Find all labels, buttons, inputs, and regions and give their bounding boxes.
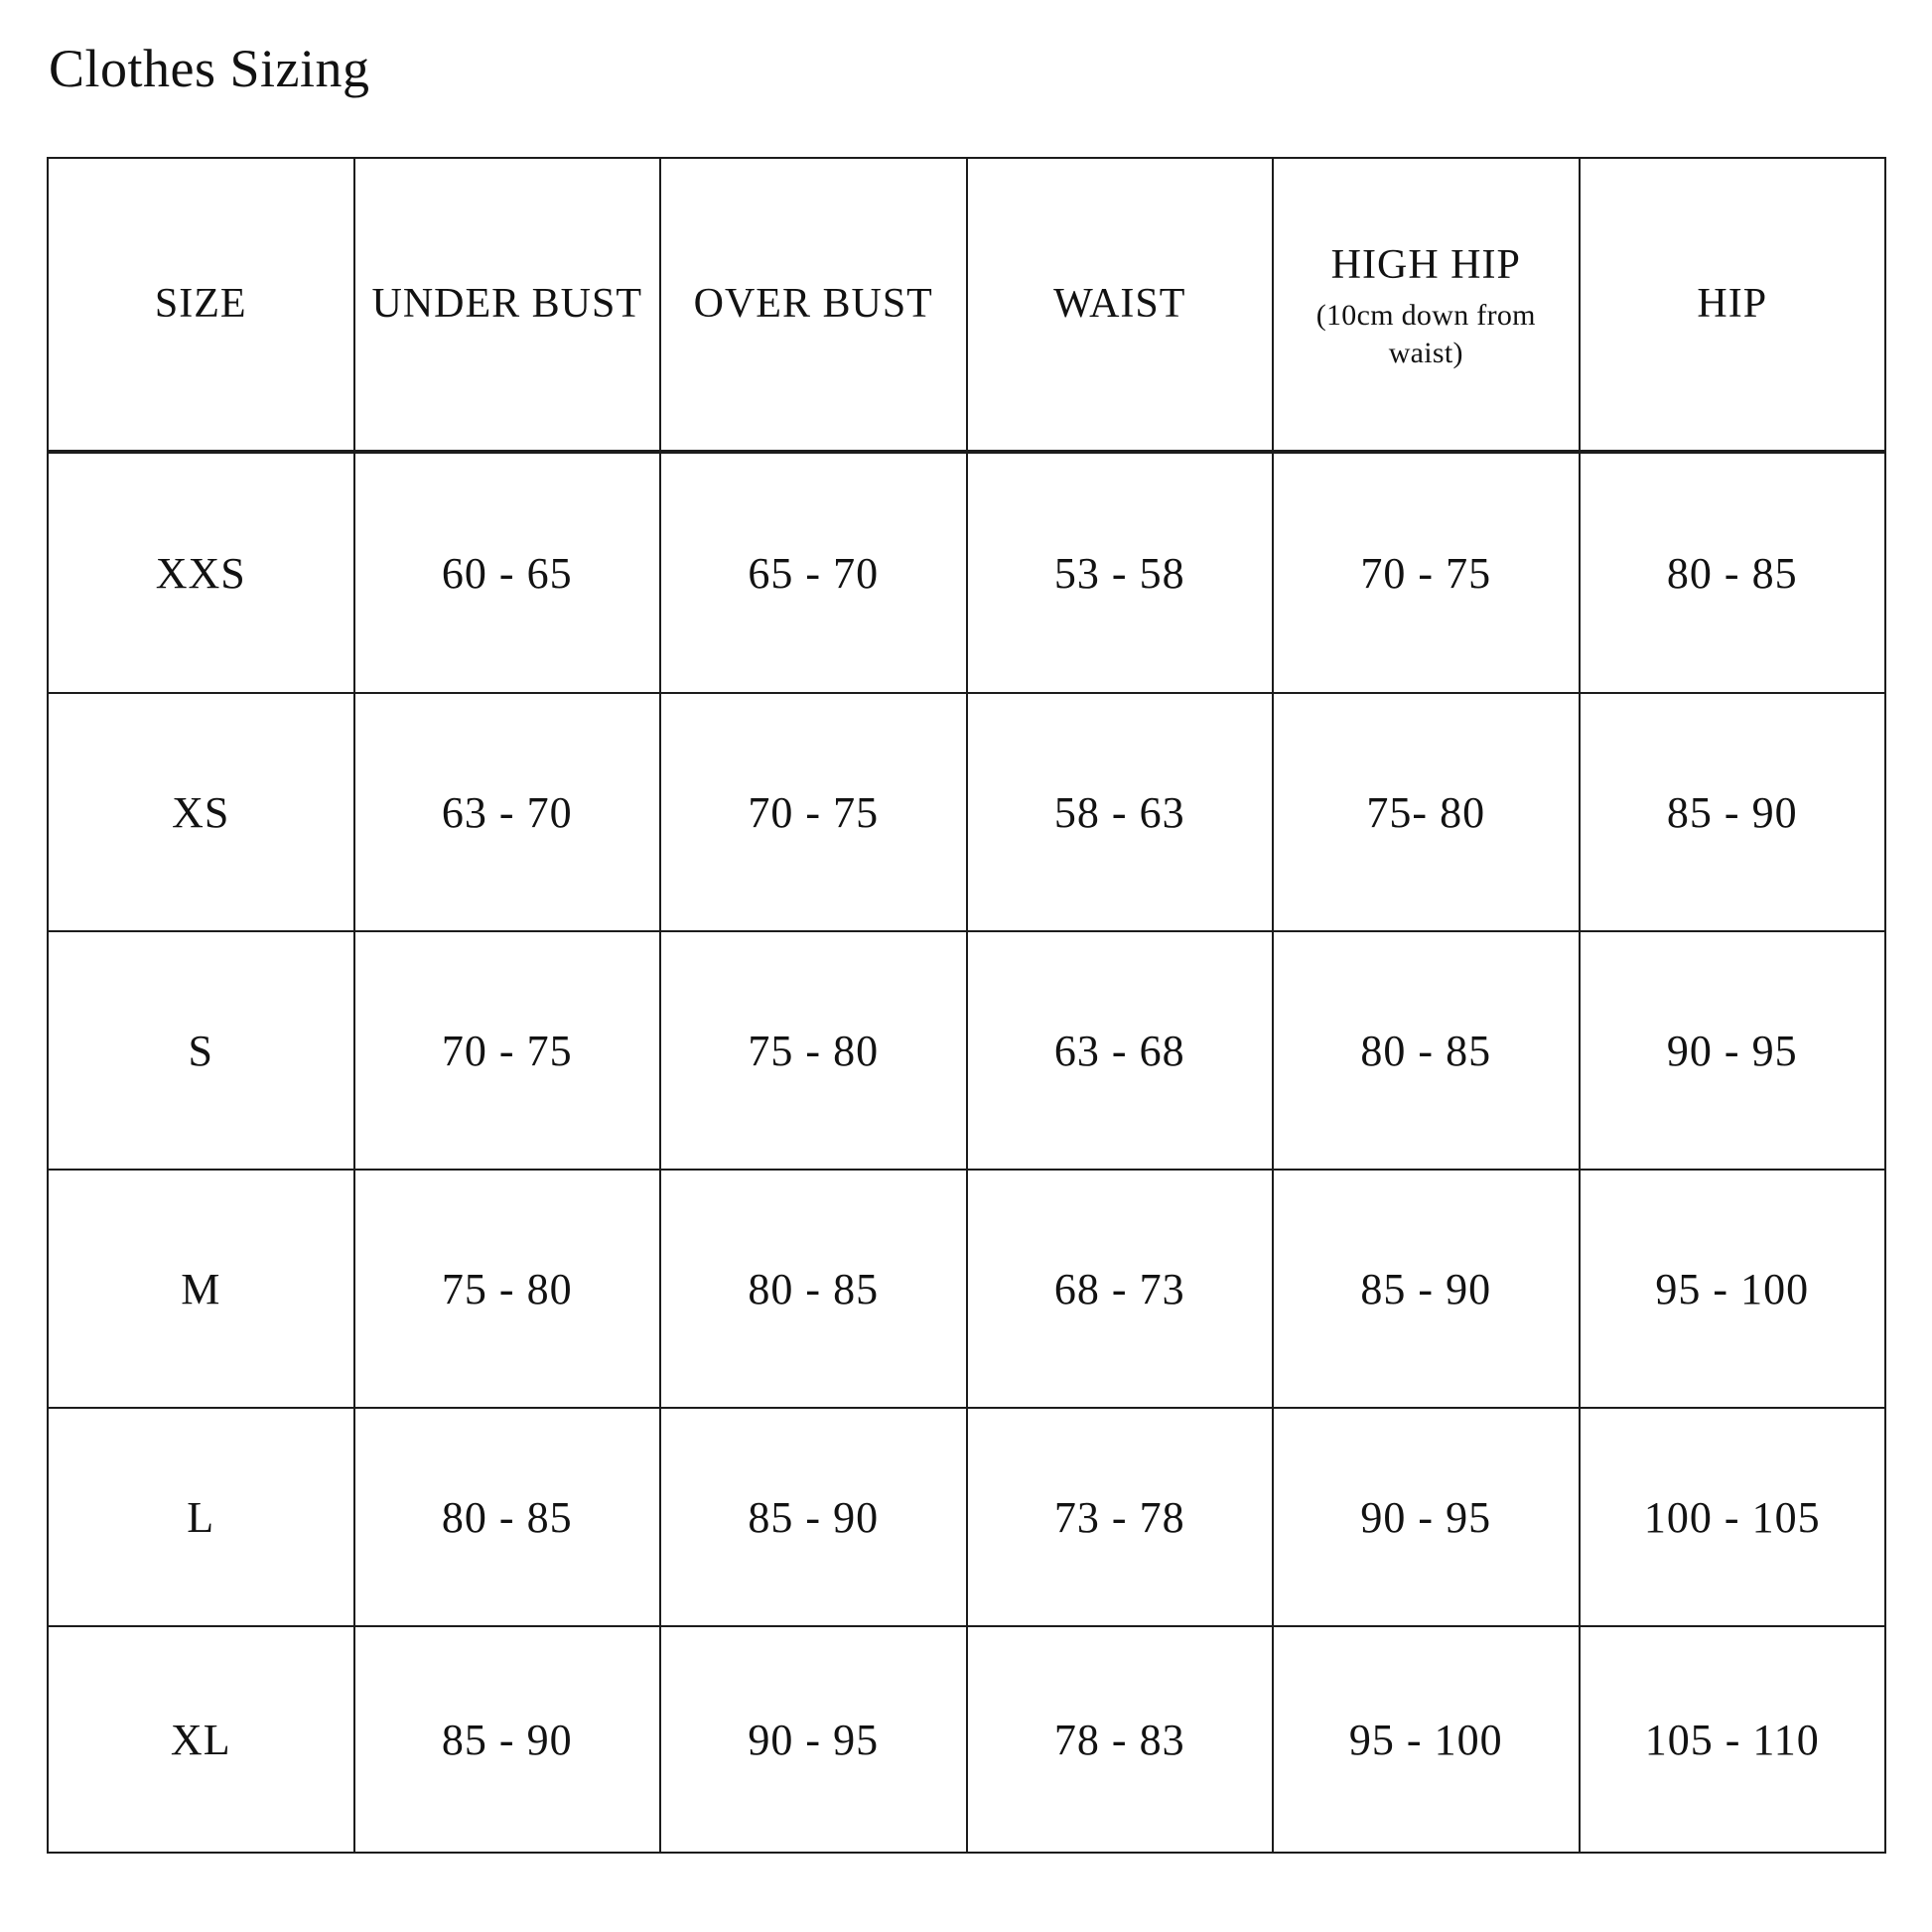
column-header-label: HIGH HIP — [1330, 241, 1521, 288]
hip-cell: 95 - 100 — [1580, 1170, 1886, 1408]
waist-cell: 58 - 63 — [967, 693, 1274, 931]
hip-cell: 80 - 85 — [1580, 452, 1886, 693]
under-bust-cell: 63 - 70 — [354, 693, 661, 931]
high-hip-cell: 75- 80 — [1273, 693, 1580, 931]
size-cell: XS — [48, 693, 354, 931]
under-bust-cell: 75 - 80 — [354, 1170, 661, 1408]
header-row — [48, 158, 1885, 452]
under-bust-cell: 60 - 65 — [354, 452, 661, 693]
column-header-label: HIP — [1697, 281, 1768, 328]
high-hip-cell: 95 - 100 — [1273, 1626, 1580, 1853]
column-header-high-hip — [1273, 158, 1580, 452]
column-header-label: SIZE — [154, 281, 247, 328]
column-header-size — [48, 158, 354, 452]
column-header-under-bust — [354, 158, 661, 452]
under-bust-cell: 80 - 85 — [354, 1408, 661, 1626]
high-hip-cell: 90 - 95 — [1273, 1408, 1580, 1626]
under-bust-cell: 70 - 75 — [354, 931, 661, 1170]
high-hip-cell: 70 - 75 — [1273, 452, 1580, 693]
waist-cell: 78 - 83 — [967, 1626, 1274, 1853]
column-header-over-bust — [660, 158, 967, 452]
over-bust-cell: 80 - 85 — [660, 1170, 967, 1408]
over-bust-cell: 70 - 75 — [660, 693, 967, 931]
under-bust-cell: 85 - 90 — [354, 1626, 661, 1853]
over-bust-cell: 65 - 70 — [660, 452, 967, 693]
table-row-s — [48, 931, 1885, 1170]
waist-cell: 73 - 78 — [967, 1408, 1274, 1626]
table-row-l — [48, 1408, 1885, 1626]
table-row-m — [48, 1170, 1885, 1408]
column-header-label: OVER BUST — [693, 281, 933, 328]
waist-cell: 53 - 58 — [967, 452, 1274, 693]
hip-cell: 100 - 105 — [1580, 1408, 1886, 1626]
waist-cell: 68 - 73 — [967, 1170, 1274, 1408]
size-cell: S — [48, 931, 354, 1170]
over-bust-cell: 75 - 80 — [660, 931, 967, 1170]
table-body — [48, 452, 1885, 1853]
size-cell: M — [48, 1170, 354, 1408]
waist-cell: 63 - 68 — [967, 931, 1274, 1170]
column-header-label: UNDER BUST — [371, 281, 643, 328]
table-row-xs — [48, 693, 1885, 931]
size-cell: L — [48, 1408, 354, 1626]
over-bust-cell: 90 - 95 — [660, 1626, 967, 1853]
size-cell: XXS — [48, 452, 354, 693]
high-hip-cell: 80 - 85 — [1273, 931, 1580, 1170]
table-header — [48, 158, 1885, 452]
hip-cell: 90 - 95 — [1580, 931, 1886, 1170]
over-bust-cell: 85 - 90 — [660, 1408, 967, 1626]
table-row-xl — [48, 1626, 1885, 1853]
page-title: Clothes Sizing — [49, 39, 370, 98]
column-header-subtext: (10cm down from waist) — [1315, 299, 1536, 369]
hip-cell: 105 - 110 — [1580, 1626, 1886, 1853]
column-header-label: WAIST — [1053, 281, 1186, 328]
high-hip-cell: 85 - 90 — [1273, 1170, 1580, 1408]
hip-cell: 85 - 90 — [1580, 693, 1886, 931]
column-header-waist — [967, 158, 1274, 452]
clothes-sizing-table — [47, 157, 1886, 1854]
table-row-xxs — [48, 452, 1885, 693]
column-header-hip — [1580, 158, 1886, 452]
size-cell: XL — [48, 1626, 354, 1853]
